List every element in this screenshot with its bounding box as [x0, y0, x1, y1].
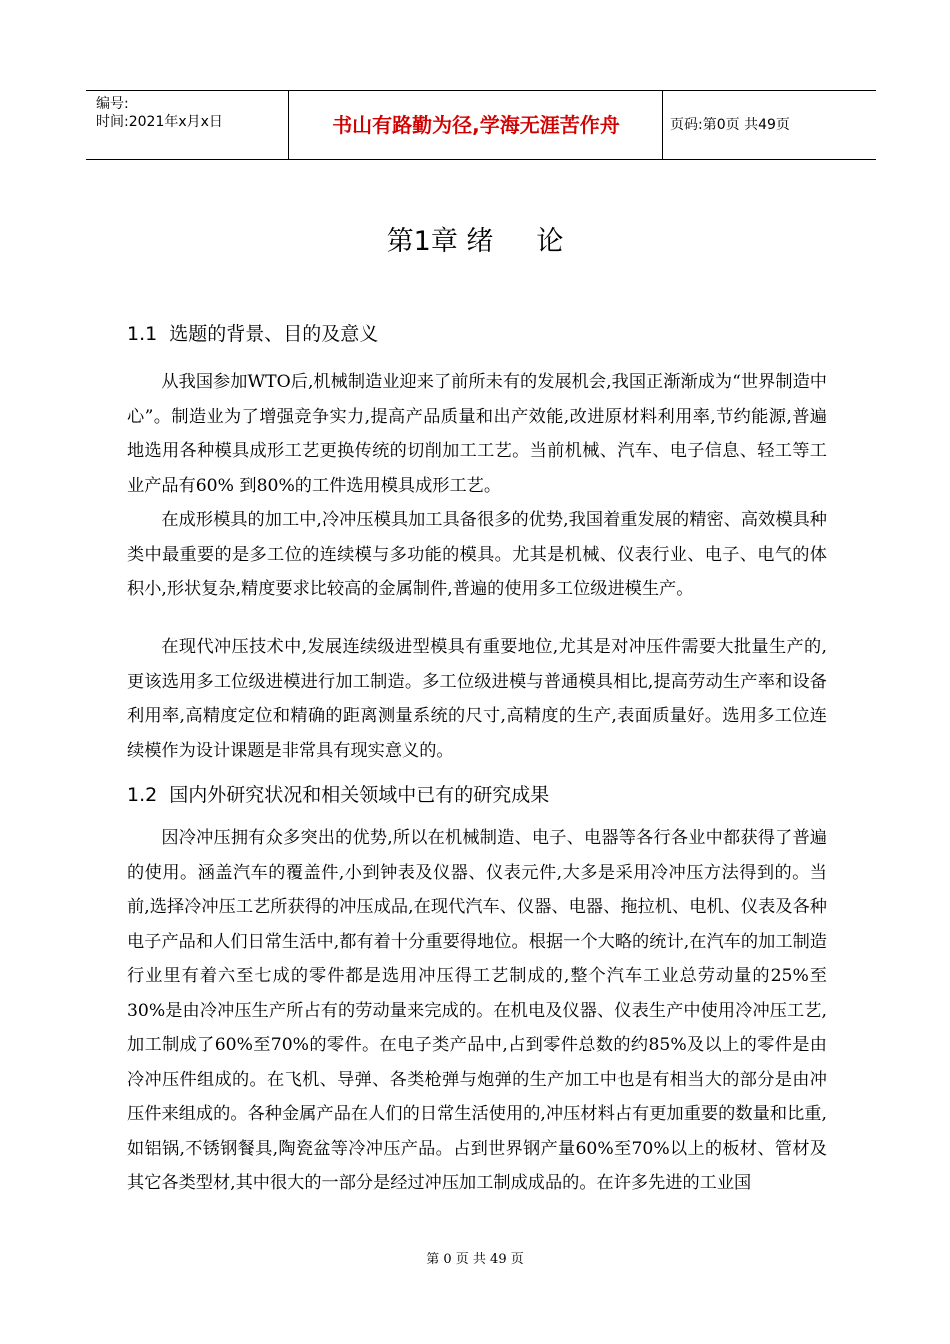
page-footer: 第 0 页 共 49 页: [426, 1252, 524, 1267]
header-page-info: 页码:第0页 共49页: [670, 117, 790, 133]
chapter-title: 第1章 绪 论: [386, 226, 564, 257]
section-title: 1.1 选题的背景、目的及意义: [127, 323, 379, 345]
body-paragraph: 在成形模具的加工中,冷冲压模具加工具备很多的优势,我国着重发展的精密、高效模具种类中最重要的是多工位的连续模与多功能的模具。尤其是机械、仪表行业、电子、电气的体积小,形状复杂,精度要求比较高的金属制件,普遍的使用多工位级进模生产。: [127, 510, 827, 599]
header-meta: [96, 95, 223, 131]
header-motto: 书山有路勤为径,学海无涯苦作舟: [332, 113, 620, 137]
body-paragraph: 因冷冲压拥有众多突出的优势,所以在机械制造、电子、电器等各行各业中都获得了普遍的使用。涵盖汽车的覆盖件,小到钟表及仪器、仪表元件,大多是采用冷冲压方法得到的。当前,选择冷冲压工艺所获得的冲压成品,在现代汽车、仪器、电器、拖拉机、电机、仪表及各种电子产品和人们日常生活中,都有着十分重要得地位。根据一个大略的统计,在汽车的加工制造行业里有着六至七成的零件都是选用冲压得工艺制成的,整个汽车工业总劳动量的25%至30%是由冷冲压生产所占有的劳动量来完成的。在机电及仪器、仪表生产中使用冷冲压工艺,加工制成了60%至70%的零件。在电子类产品中,占到零件总数的约85%及以上的零件是由冷冲压件组成的。在飞机、导弹、各类枪弹与炮弹的生产加工中也是有相当大的部分是由冲压件来组成的。各种金属产品在人们的日常生活使用的,冲压材料占有更加重要的数量和比重,如铝锅,不锈钢餐具,陶瓷盆等冷冲压产品。占到世界钢产量60%至70%以上的板材、管材及其它各类型材,其中很大的一部分是经过冲压加工制成成品的。在许多先进的工业国: [127, 828, 827, 1193]
body-paragraph: 从我国参加WTO后,机械制造业迎来了前所未有的发展机会,我国正渐渐成为“世界制造中心”。制造业为了增强竞争实力,提高产品质量和出产效能,改进原材料利用率,节约能源,普遍地选用各种模具成形工艺更换传统的切削加工工艺。当前机械、汽车、电子信息、轻工等工业产品有60% 到80%的工件选用模具成形工艺。: [127, 372, 827, 496]
header-divider: [662, 91, 663, 159]
header-time-label: 时间:2021年x月x日: [96, 114, 223, 130]
header-divider: [288, 91, 289, 159]
header-number-label: 编号:: [96, 96, 129, 112]
section-title: 1.2 国内外研究状况和相关领域中已有的研究成果: [127, 784, 550, 806]
body-paragraph: 在现代冲压技术中,发展连续级进型模具有重要地位,尤其是对冲压件需要大批量生产的,更该选用多工位级进模进行加工制造。多工位级进模与普通模具相比,提高劳动生产率和设备利用率,高精度定位和精确的距离测量系统的尺寸,高精度的生产,表面质量好。选用多工位连续模作为设计课题是非常具有现实意义的。: [127, 637, 827, 761]
page-header: [86, 90, 876, 160]
